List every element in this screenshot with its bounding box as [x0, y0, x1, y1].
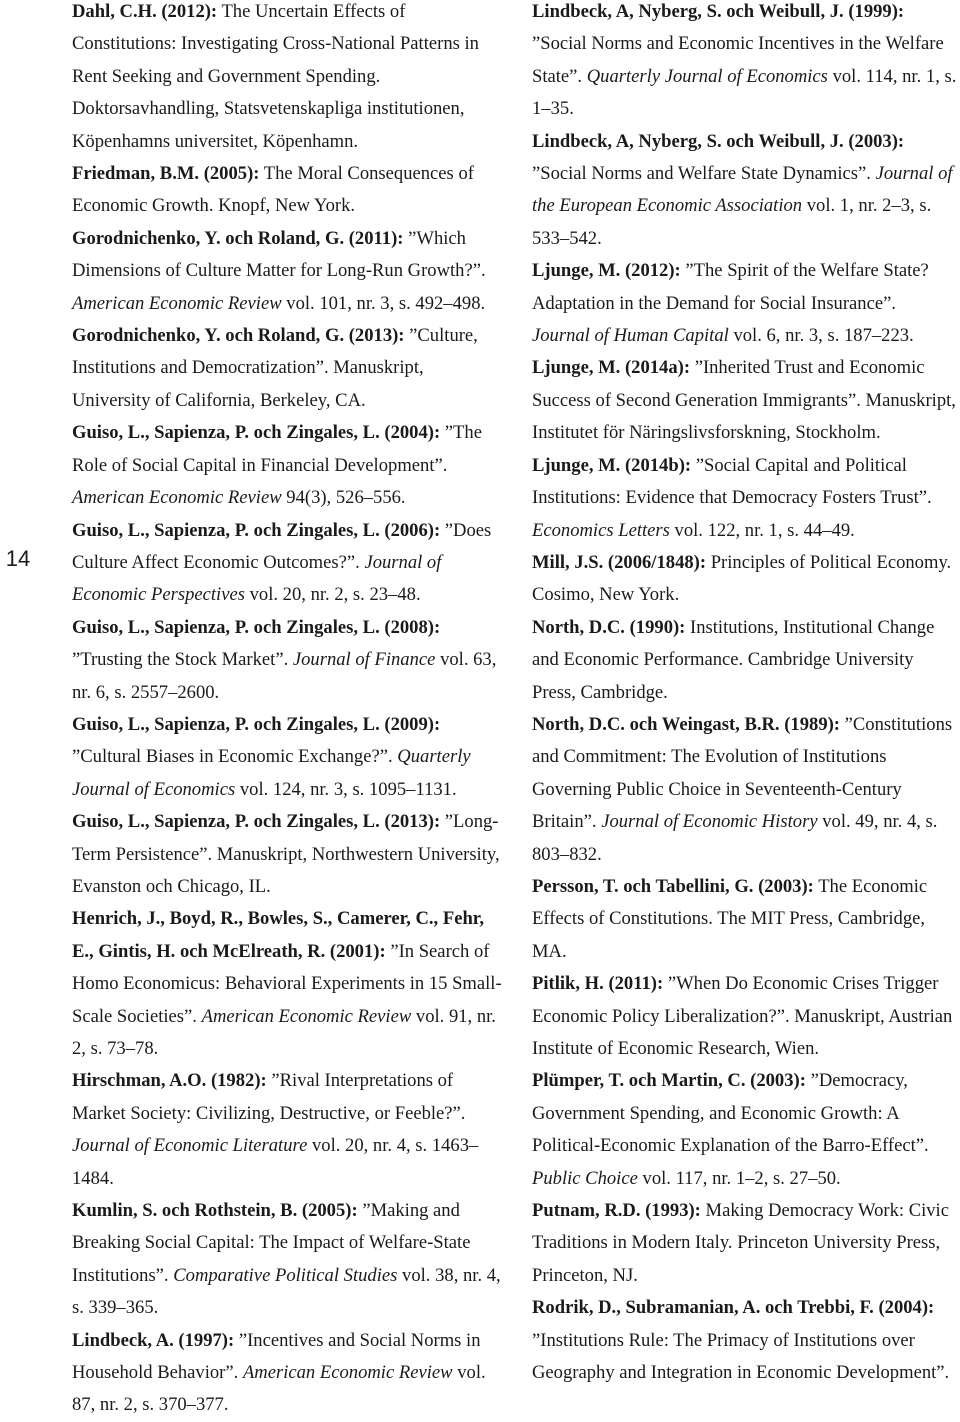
reference-title: The Moral Consequences of Economic Growth. Knopf, New York.	[72, 163, 474, 217]
reference-column-left	[72, 0, 504, 1422]
reference-source: Journal of the European Economic Association	[532, 163, 953, 217]
reference-details: vol. 38, nr. 4, s. 339–365.	[72, 1264, 501, 1319]
reference-entry	[72, 1325, 504, 1422]
reference-title: ”Incentives and Social Norms in Household Behavior”.	[72, 1329, 481, 1384]
reference-title: ”In Search of Homo Economicus: Behavioral Experiments in 15 Small-Scale Societies”.	[72, 940, 502, 1027]
reference-author: Rodrik, D., Subramanian, A. och Trebbi, F. (2004):	[532, 1297, 935, 1319]
reference-author: Gorodnichenko, Y. och Roland, G. (2011):	[72, 227, 404, 249]
reference-entry	[72, 612, 504, 709]
reference-author: Persson, T. och Tabellini, G. (2003):	[532, 875, 814, 897]
reference-author: North, D.C. och Weingast, B.R. (1989):	[532, 713, 840, 735]
reference-source: Journal of Finance	[292, 649, 436, 671]
reference-entry	[532, 871, 957, 968]
reference-author: Lindbeck, A, Nyberg, S. och Weibull, J. (1999):	[532, 1, 905, 22]
reference-column-right	[532, 0, 957, 1389]
reference-details: vol. 20, nr. 2, s. 23–48.	[249, 584, 421, 606]
reference-source: Quarterly Journal of Economics	[72, 746, 471, 800]
reference-entry	[72, 1065, 504, 1195]
reference-entry	[72, 709, 504, 806]
reference-title: ”Does Culture Affect Economic Outcomes?”.	[72, 519, 492, 573]
reference-source: American Economic Review	[201, 1005, 412, 1027]
reference-author: Guiso, L., Sapienza, P. och Zingales, L. (2004):	[72, 422, 441, 444]
reference-title: ”Constitutions and Commitment: The Evolution of Institutions Governing Public Choice in Seventeenth-Century Britain”.	[532, 713, 953, 833]
reference-title: ”Social Capital and Political Institutions: Evidence that Democracy Fosters Trust”.	[532, 454, 932, 509]
reference-title: ”Which Dimensions of Culture Matter for Long-Run Growth?”.	[72, 227, 486, 282]
reference-details: vol. 20, nr. 4, s. 1463–1484.	[72, 1135, 479, 1189]
reference-entry	[532, 612, 957, 709]
reference-entry	[532, 0, 957, 126]
reference-author: North, D.C. (1990):	[532, 616, 686, 638]
reference-entry	[532, 255, 957, 352]
reference-entry	[532, 1195, 957, 1292]
reference-entry	[532, 352, 957, 449]
reference-author: Plümper, T. och Martin, C. (2003):	[532, 1070, 806, 1092]
reference-details: vol. 91, nr. 2, s. 73–78.	[72, 1005, 496, 1059]
reference-details: vol. 124, nr. 3, s. 1095–1131.	[239, 778, 457, 800]
page-number: 14	[5, 546, 31, 571]
reference-author: Putnam, R.D. (1993):	[532, 1200, 701, 1222]
reference-source: Journal of Economic Perspectives	[72, 551, 442, 606]
reference-title: Making Democracy Work: Civic Traditions in Modern Italy. Princeton University Press, Princeton, NJ.	[532, 1200, 949, 1286]
reference-title: The Uncertain Effects of Constitutions: Investigating Cross-National Patterns in Rent Seeking and Government Spending. Doktorsavhandling, Statsvetenskapliga institutionen, Köpenhamns universitet, Köpenhamn.	[72, 1, 479, 152]
reference-author: Ljunge, M. (2012):	[532, 260, 681, 282]
reference-title: The Economic Effects of Constitutions. The MIT Press, Cambridge, MA.	[532, 875, 928, 962]
reference-author: Guiso, L., Sapienza, P. och Zingales, L. (2013):	[72, 811, 441, 833]
reference-entry	[72, 0, 504, 158]
reference-entry	[72, 158, 504, 223]
reference-source: Economics Letters	[532, 519, 670, 541]
reference-details: vol. 101, nr. 3, s. 492–498.	[286, 292, 486, 314]
reference-author: Guiso, L., Sapienza, P. och Zingales, L. (2006):	[72, 519, 441, 541]
reference-entry	[532, 968, 957, 1065]
reference-author: Lindbeck, A, Nyberg, S. och Weibull, J. (2003):	[532, 130, 905, 152]
reference-source: Public Choice	[532, 1167, 638, 1189]
reference-source: Journal of Economic Literature	[72, 1135, 308, 1157]
reference-title: ”The Role of Social Capital in Financial Development”.	[72, 422, 482, 476]
reference-title: ”Democracy, Government Spending, and Economic Growth: A Political-Economic Explanation of the Barro-Effect”.	[532, 1070, 929, 1157]
reference-details: vol. 49, nr. 4, s. 803–832.	[532, 811, 938, 865]
reference-source: Journal of Human Capital	[532, 325, 729, 347]
reference-entry	[72, 223, 504, 320]
reference-author: Guiso, L., Sapienza, P. och Zingales, L. (2009):	[72, 713, 441, 735]
reference-source: Journal of Economic History	[601, 811, 818, 833]
reference-details: 94(3), 526–556.	[286, 487, 406, 509]
reference-author: Dahl, C.H. (2012):	[72, 1, 218, 22]
reference-author: Guiso, L., Sapienza, P. och Zingales, L. (2008):	[72, 616, 441, 638]
reference-details: vol. 6, nr. 3, s. 187–223.	[733, 325, 914, 347]
reference-title: ”Rival Interpretations of Market Society: Civilizing, Destructive, or Feeble?”.	[72, 1070, 466, 1124]
reference-source: Comparative Political Studies	[173, 1264, 398, 1286]
reference-entry	[72, 806, 504, 903]
reference-author: Friedman, B.M. (2005):	[72, 163, 260, 185]
reference-source: American Economic Review	[72, 292, 282, 314]
reference-entry	[532, 126, 957, 256]
reference-title: ”Long-Term Persistence”. Manuskript, Northwestern University, Evanston och Chicago, IL.	[72, 811, 500, 897]
reference-title: Institutions, Institutional Change and Economic Performance. Cambridge University Press, Cambridge.	[532, 616, 935, 703]
reference-author: Mill, J.S. (2006/1848):	[532, 551, 707, 573]
reference-entry	[532, 1065, 957, 1195]
reference-source: American Economic Review	[72, 487, 282, 509]
reference-entry	[72, 417, 504, 514]
reference-entry	[532, 1292, 957, 1389]
reference-author: Lindbeck, A. (1997):	[72, 1329, 235, 1351]
reference-details: vol. 122, nr. 1, s. 44–49.	[674, 519, 855, 541]
reference-details: vol. 63, nr. 6, s. 2557–2600.	[72, 649, 497, 703]
reference-author: Gorodnichenko, Y. och Roland, G. (2013):	[72, 325, 405, 347]
reference-title: ”Trusting the Stock Market”.	[72, 649, 289, 671]
reference-author: Henrich, J., Boyd, R., Bowles, S., Camerer, C., Fehr, E., Gintis, H. och McElreath, R. (2001):	[72, 908, 484, 962]
reference-author: Kumlin, S. och Rothstein, B. (2005):	[72, 1200, 358, 1222]
reference-details: vol. 114, nr. 1, s. 1–35.	[532, 65, 957, 120]
reference-entry	[72, 320, 504, 417]
reference-title: ”Inherited Trust and Economic Success of Second Generation Immigrants”. Manuskript, Institutet för Näringslivsforskning, Stockholm.	[532, 357, 956, 444]
reference-title: ”Social Norms and Economic Incentives in the Welfare State”.	[532, 33, 944, 87]
reference-entry	[72, 903, 504, 1065]
reference-title: Principles of Political Economy. Cosimo, New York.	[532, 551, 952, 606]
reference-entry	[72, 1195, 504, 1325]
reference-author: Ljunge, M. (2014b):	[532, 454, 692, 476]
reference-source: Quarterly Journal of Economics	[586, 65, 828, 87]
reference-title: ”When Do Economic Crises Trigger Economic Policy Liberalization?”. Manuskript, Austrian Institute of Economic Research, Wien.	[532, 973, 953, 1059]
reference-details: vol. 87, nr. 2, s. 370–377.	[72, 1362, 486, 1416]
reference-author: Ljunge, M. (2014a):	[532, 357, 691, 379]
reference-author: Hirschman, A.O. (1982):	[72, 1070, 267, 1092]
reference-title: ”Social Norms and Welfare State Dynamics”.	[532, 163, 871, 185]
reference-title: ”Making and Breaking Social Capital: The Impact of Welfare-State Institutions”.	[72, 1200, 471, 1286]
reference-author: Pitlik, H. (2011):	[532, 973, 664, 995]
reference-details: vol. 117, nr. 1–2, s. 27–50.	[642, 1167, 841, 1189]
reference-entry	[532, 547, 957, 612]
reference-entry	[72, 515, 504, 612]
reference-title: ”The Spirit of the Welfare State? Adaptation in the Demand for Social Insurance”.	[532, 260, 929, 314]
reference-entry	[532, 709, 957, 871]
reference-title: ”Cultural Biases in Economic Exchange?”.	[72, 746, 393, 768]
reference-source: American Economic Review	[242, 1362, 453, 1384]
reference-details: vol. 1, nr. 2–3, s. 533–542.	[532, 195, 932, 249]
reference-entry	[532, 450, 957, 547]
reference-title: ”Institutions Rule: The Primacy of Institutions over Geography and Integration in Economic Development”.	[532, 1329, 950, 1384]
reference-title: ”Culture, Institutions and Democratization”. Manuskript, University of California, Berkeley, CA.	[72, 325, 478, 411]
